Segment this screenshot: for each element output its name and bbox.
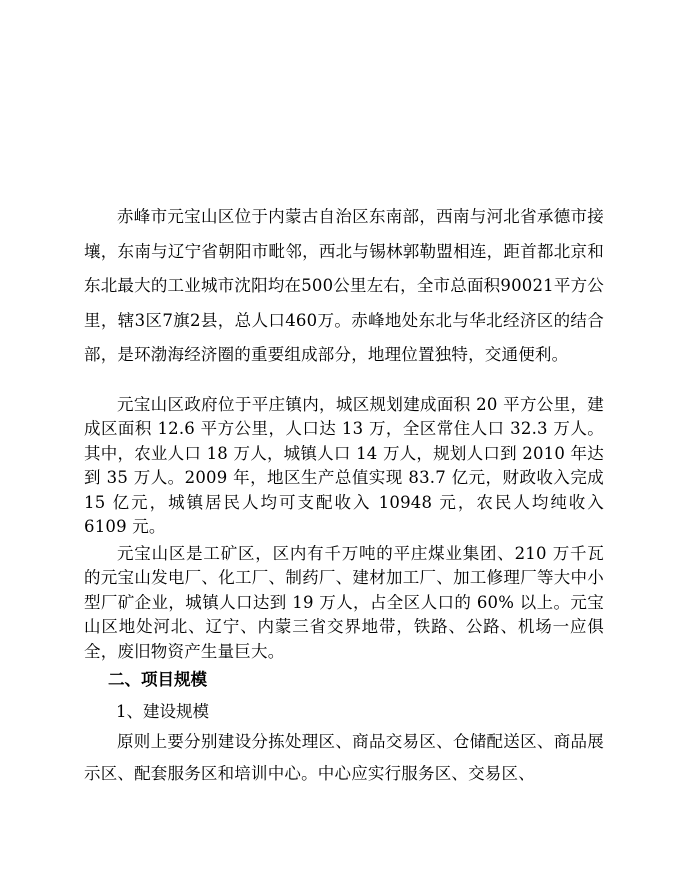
paragraph-location-overview: 赤峰市元宝山区位于内蒙古自治区东南部，西南与河北省承德市接壤，东南与辽宁省朝阳市毗邻，西北与锡林郭勒盟相连，距首都北京和东北最大的工业城市沈阳均在500公里左右，全市总面积90021平方公里，辖3区7旗2县，总人口460万。赤峰地处东北与华北经济区的结合部，是环渤海经济圈的重要组成部分，地理位置独特，交通便利。 — [84, 207, 604, 364]
paragraph-industry-overview: 元宝山区是工矿区，区内有千万吨的平庄煤业集团、210 万千瓦的元宝山发电厂、化工厂、制药厂、建材加工厂、加工修理厂等大中小型厂矿企业，城镇人口达到 19 万人，占全区人口的 60% 以上。元宝山区地处河北、辽宁、内蒙三省交界地带，铁路、公路、机场一应俱全，废旧物资产生量巨大。 — [84, 544, 604, 661]
paragraph-construction-plan: 原则上要分别建设分拣处理区、商品交易区、仓储配送区、商品展示区、配套服务区和培训中心。中心应实行服务区、交易区、 — [84, 732, 604, 783]
subsection-heading-construction-scale: 1、建设规模 — [116, 702, 209, 721]
section-heading-project-scale: 二、项目规模 — [108, 670, 207, 689]
paragraph-district-statistics: 元宝山区政府位于平庄镇内，城区规划建成面积 20 平方公里，建成区面积 12.6 平方公里，人口达 13 万，全区常住人口 32.3 万人。其中，农业人口 18 万人，城镇人口 14 万人，规划人口到 2010 年达到 35 万人。2009 年，地区生产总值实现 83.7 亿元，财政收入完成 15 亿元，城镇居民人均可支配收入 10948 元，农民人均纯收入 6109 元。 — [84, 395, 604, 537]
